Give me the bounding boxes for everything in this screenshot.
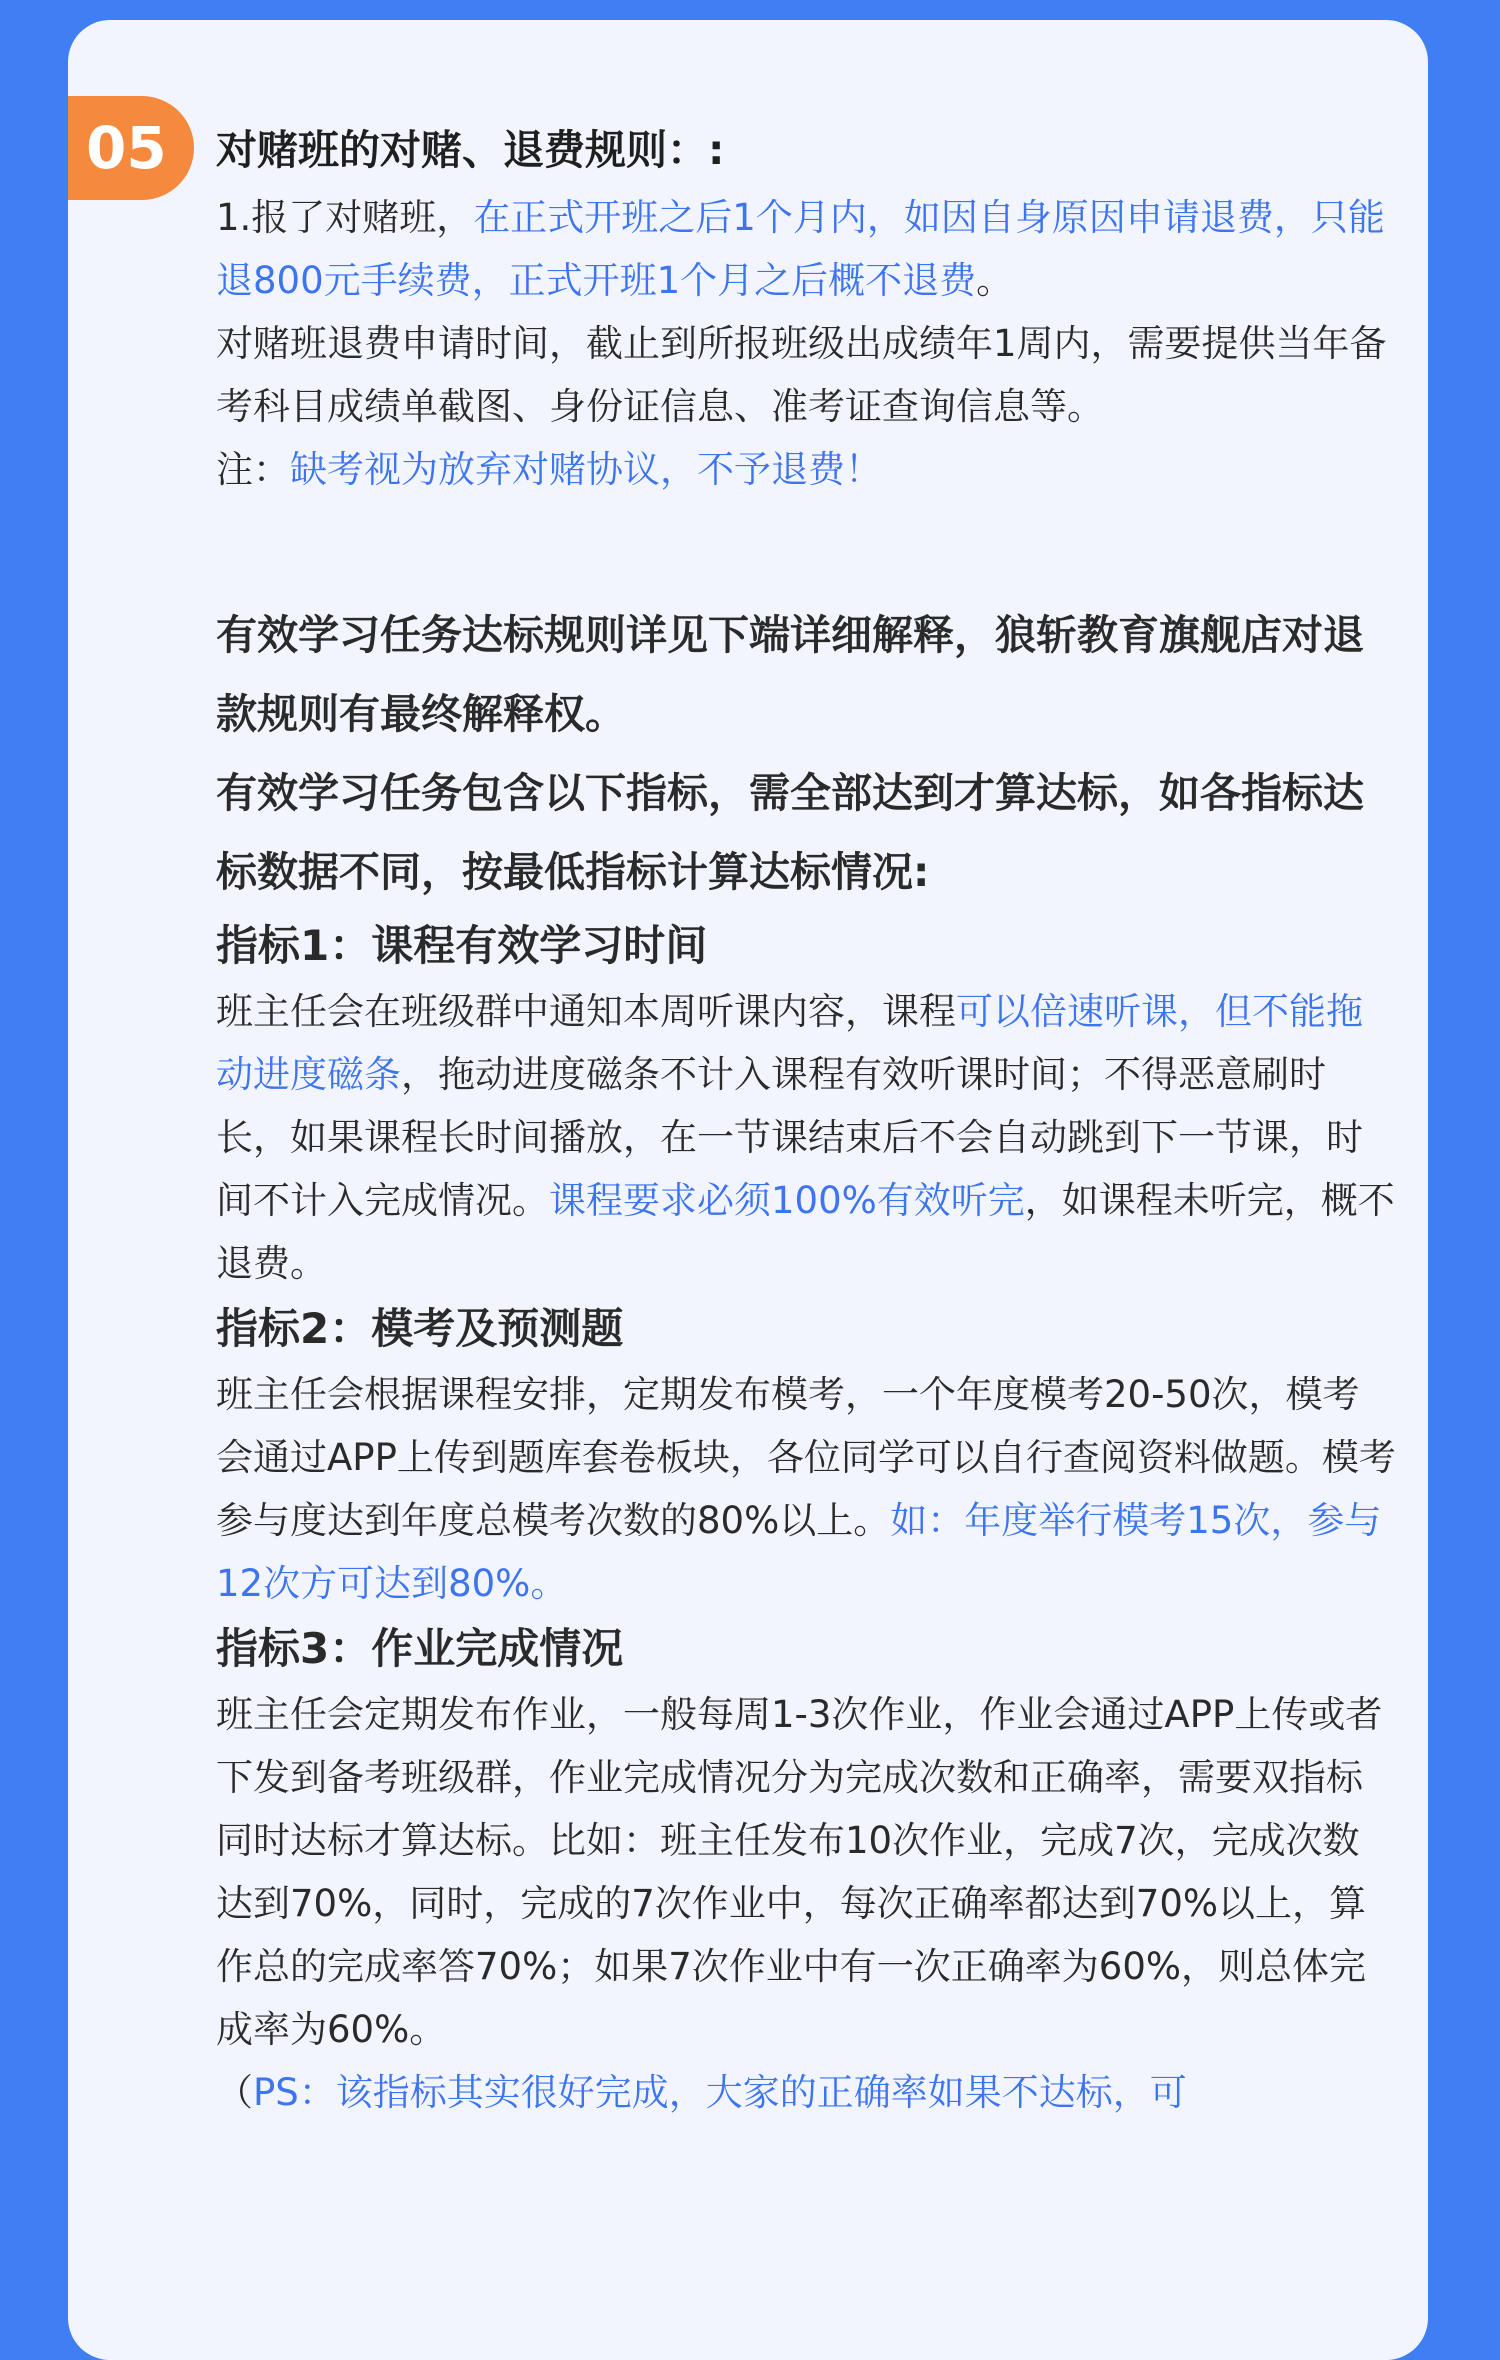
standards-section — [216, 596, 1396, 2124]
indicator1-text-c: ，如课程未听完，概不退费。 — [216, 1179, 1395, 1285]
section-number-badge: 05 — [68, 96, 194, 200]
rule-paragraph-2: 对赌班退费申请时间，截止到所报班级出成绩年1周内，需要提供当年备考科目成绩单截图、身份证信息、准考证查询信息等。 — [216, 322, 1387, 428]
indicator1-body — [216, 980, 1396, 1295]
indicator1-text-a: 班主任会在班级群中通知本周听课内容，课程 — [216, 990, 956, 1033]
section-title: 对赌班的对赌、退费规则：: — [216, 126, 725, 174]
rule-note — [216, 438, 1396, 501]
ps-highlight: PS：该指标其实很好完成，大家的正确率如果不达标，可 — [253, 2071, 1187, 2114]
bold-paragraph-1: 有效学习任务达标规则详见下端详细解释，狼斩教育旗舰店对退款规则有最终解释权。 — [216, 611, 1364, 738]
indicator2-body — [216, 1363, 1396, 1615]
rule1-text: 1.报了对赌班， — [216, 196, 474, 239]
indicator3-heading: 指标3：作业完成情况 — [216, 1624, 624, 1673]
indicator2-highlight: 如：年度举行模考15次，参与12次方可达到80%。 — [216, 1499, 1382, 1605]
note-highlight: 缺考视为放弃对赌协议，不予退费！ — [290, 448, 882, 491]
indicator1-heading: 指标1：课程有效学习时间 — [216, 921, 708, 970]
rule1-highlight: 在正式开班之后1个月内，如因自身原因申请退费，只能退800元手续费，正式开班1个月之后概不退费 — [216, 196, 1385, 302]
bold-paragraph-2: 有效学习任务包含以下指标，需全部达到才算达标，如各指标达标数据不同，按最低指标计算达标情况: — [216, 769, 1364, 896]
indicator2-heading: 指标2：模考及预测题 — [216, 1304, 624, 1353]
indicator3-body: 班主任会定期发布作业，一般每周1-3次作业，作业会通过APP上传或者下发到备考班级群，作业完成情况分为完成次数和正确率，需要双指标同时达标才算达标。比如：班主任发布10次作业，完成7次，完成次数达到70%，同时，完成的7次作业中，每次正确率都达到70%以上，算作总的完成率答70%；如果7次作业中有一次正确率为60%，则总体完成率为60%。 — [216, 1693, 1383, 2051]
refund-rules-section — [216, 120, 1396, 501]
note-label: 注： — [216, 448, 290, 491]
indicator3-ps — [216, 2061, 1396, 2124]
rule1-period: 。 — [976, 259, 1014, 302]
indicator1-highlight-a: 可以倍速听课，但不能拖动进度磁条 — [216, 990, 1363, 1096]
indicator1-highlight-b: 课程要求必须100%有效听完 — [549, 1179, 1025, 1222]
indicator1-text-b: ，拖动进度磁条不计入课程有效听课时间；不得恶意刷时长，如果课程长时间播放，在一节课结束后不会自动跳到下一节课，时间不计入完成情况。 — [216, 1053, 1363, 1222]
rule-paragraph-1 — [216, 186, 1396, 312]
indicator2-text: 班主任会根据课程安排，定期发布模考，一个年度模考20-50次，模考会通过APP上传到题库套卷板块，各位同学可以自行查阅资料做题。模考参与度达到年度总模考次数的80%以上。 — [216, 1373, 1396, 1542]
ps-open-paren: （ — [216, 2071, 253, 2114]
